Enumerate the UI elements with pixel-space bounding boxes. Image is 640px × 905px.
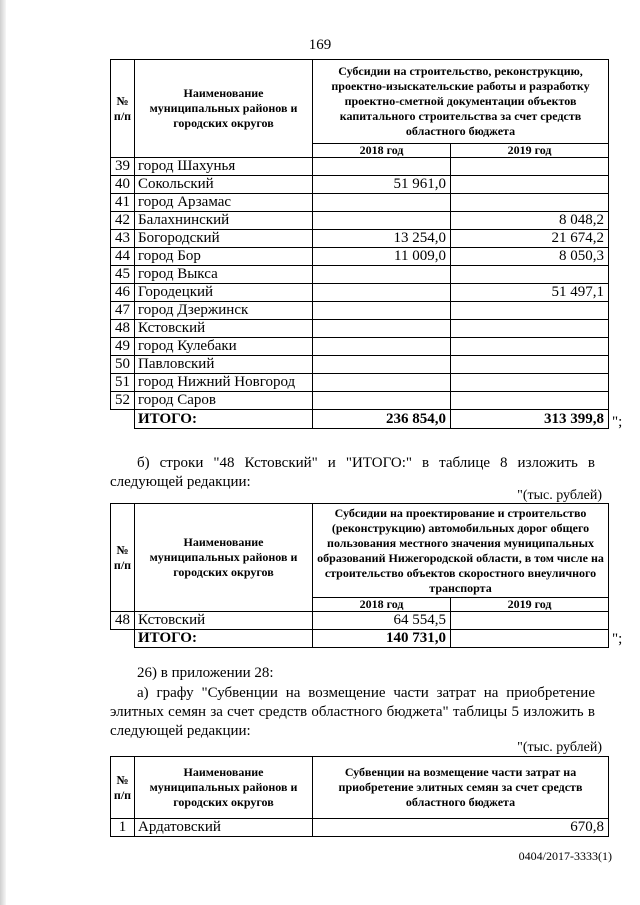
header-num: № п/п [111, 504, 135, 612]
row-2018 [313, 356, 451, 374]
paragraph-a-line3: следующей редакции: [110, 723, 251, 739]
row-number: 43 [111, 230, 135, 248]
table-row [111, 819, 609, 837]
row-number: 40 [111, 176, 135, 194]
table-row [111, 248, 609, 266]
header-2019: 2019 год [451, 598, 609, 612]
row-2018 [313, 374, 451, 392]
header-2019: 2019 год [451, 144, 609, 158]
table-row [111, 158, 609, 176]
row-name: город Бор [135, 248, 313, 266]
row-2019 [451, 320, 609, 338]
row-number: 44 [111, 248, 135, 266]
row-2019 [451, 176, 609, 194]
row-2019: 51 497,1 [451, 284, 609, 302]
table-row [111, 194, 609, 212]
row-number: 47 [111, 302, 135, 320]
row-2019 [451, 266, 609, 284]
row-number: 48 [111, 612, 135, 630]
row-number: 46 [111, 284, 135, 302]
row-name: Городецкий [135, 284, 313, 302]
table-row [111, 176, 609, 194]
row-number: 52 [111, 392, 135, 410]
row-2018 [313, 212, 451, 230]
total-2019: 313 399,8 [451, 410, 609, 429]
row-2018 [313, 320, 451, 338]
row-2019 [451, 356, 609, 374]
row-2018 [313, 194, 451, 212]
row-name: Богородский [135, 230, 313, 248]
total-2018: 140 731,0 [313, 630, 451, 648]
row-2018 [313, 392, 451, 410]
row-2019 [451, 158, 609, 176]
row-2018 [313, 266, 451, 284]
total-2018: 236 854,0 [313, 410, 451, 429]
row-number: 49 [111, 338, 135, 356]
closing-quote-1: "; [612, 414, 623, 430]
row-number: 42 [111, 212, 135, 230]
table-road-subsidies [110, 503, 609, 648]
header-subvention: Субвенции на возмещение части затрат на приобретение элитных семян за счет средств областного бюджета [313, 757, 609, 819]
header-name: Наименование муниципальных районов и городских округов [135, 504, 313, 612]
table-row [111, 302, 609, 320]
table-row [111, 612, 609, 630]
row-name: Сокольский [135, 176, 313, 194]
paragraph-a-line2: элитных семян за счет средств областного бюджета" таблицы 5 изложить в [110, 704, 595, 720]
header-subsidy: Субсидии на проектирование и строительство (реконструкцию) автомобильных дорог общего пользования местного значения муниципальных образований Нижегородской области, в том числе на строительство объектов скоростного внеуличного транспорта [313, 504, 609, 598]
total-spacer [111, 410, 135, 429]
row-number: 39 [111, 158, 135, 176]
table-row [111, 230, 609, 248]
row-2018 [313, 284, 451, 302]
header-name: Наименование муниципальных районов и городских округов [135, 60, 313, 158]
total-label: ИТОГО: [135, 410, 313, 429]
row-name: город Кулебаки [135, 338, 313, 356]
closing-quote-2: "; [612, 631, 623, 647]
page-number: 169 [308, 37, 332, 53]
row-name: город Дзержинск [135, 302, 313, 320]
paragraph-b-line2: следующей редакции: [110, 474, 251, 490]
row-name: Павловский [135, 356, 313, 374]
row-2019: 8 048,2 [451, 212, 609, 230]
table-row [111, 320, 609, 338]
row-2019 [451, 302, 609, 320]
row-name: город Нижний Новгород [135, 374, 313, 392]
total-label: ИТОГО: [135, 630, 313, 648]
header-2018: 2018 год [313, 144, 451, 158]
row-number: 1 [111, 819, 135, 837]
row-number: 50 [111, 356, 135, 374]
header-num: № п/п [111, 757, 135, 819]
table-row [111, 284, 609, 302]
row-name: город Саров [135, 392, 313, 410]
total-2019 [451, 630, 609, 648]
row-name: город Шахунья [135, 158, 313, 176]
row-name: город Выкса [135, 266, 313, 284]
table-construction-subsidies [110, 59, 609, 429]
row-value: 670,8 [313, 819, 609, 837]
row-name: Балахнинский [135, 212, 313, 230]
row-2019: 8 050,3 [451, 248, 609, 266]
units-label-2: "(тыс. рублей) [517, 740, 602, 755]
row-name: город Арзамас [135, 194, 313, 212]
paragraph-a-line1: а) графу "Субвенции на возмещение части затрат на приобретение [137, 685, 595, 701]
total-spacer [111, 630, 135, 648]
row-2018 [313, 338, 451, 356]
table-elite-seeds [110, 756, 609, 837]
table-row [111, 338, 609, 356]
row-name: Ардатовский [135, 819, 313, 837]
units-label-1: "(тыс. рублей) [517, 488, 602, 503]
row-2019 [451, 194, 609, 212]
row-2018 [313, 302, 451, 320]
header-subsidy: Субсидии на строительство, реконструкцию, проектно-изыскательские работы и разработку проектно-сметной документации объектов капитального строительства за счет средств областного бюджета [313, 60, 609, 144]
row-number: 48 [111, 320, 135, 338]
row-number: 51 [111, 374, 135, 392]
row-2019 [451, 374, 609, 392]
table-row [111, 356, 609, 374]
row-2018: 64 554,5 [313, 612, 451, 630]
row-number: 45 [111, 266, 135, 284]
header-name: Наименование муниципальных районов и городских округов [135, 757, 313, 819]
table-row [111, 212, 609, 230]
scan-edge [0, 0, 6, 905]
header-num: № п/п [111, 60, 135, 158]
paragraph-26: 26) в приложении 28: [137, 665, 274, 681]
row-2019 [451, 612, 609, 630]
row-2018: 11 009,0 [313, 248, 451, 266]
row-2019: 21 674,2 [451, 230, 609, 248]
document-code: 0404/2017-3333(1) [518, 849, 612, 863]
row-number: 41 [111, 194, 135, 212]
row-2018 [313, 158, 451, 176]
row-name: Кстовский [135, 320, 313, 338]
row-name: Кстовский [135, 612, 313, 630]
row-2019 [451, 338, 609, 356]
paragraph-b-line1: б) строки "48 Кстовский" и "ИТОГО:" в таблице 8 изложить в [137, 455, 595, 471]
header-2018: 2018 год [313, 598, 451, 612]
row-2018: 13 254,0 [313, 230, 451, 248]
table-row [111, 266, 609, 284]
row-2019 [451, 392, 609, 410]
row-2018: 51 961,0 [313, 176, 451, 194]
table-row [111, 392, 609, 410]
table-row [111, 374, 609, 392]
